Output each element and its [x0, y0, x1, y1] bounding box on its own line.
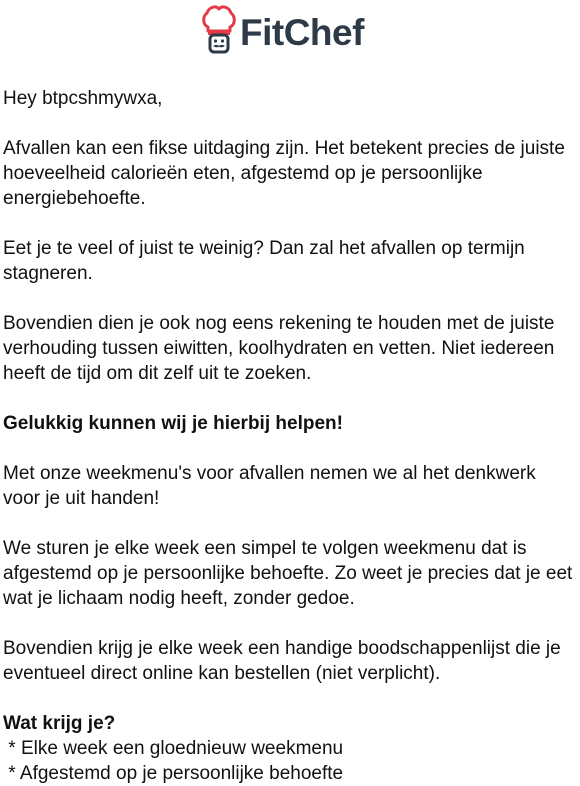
benefits-list	[3, 736, 577, 786]
paragraph-shopping-list: Bovendien krijg je elke week een handige boodschappenlijst die je eventueel direct online kan bestellen (niet verplicht).	[3, 638, 561, 684]
greeting: Hey btpcshmywxa,	[3, 88, 163, 109]
highlight-text: Gelukkig kunnen wij je hierbij helpen!	[3, 413, 343, 434]
list-item: * Elke week een gloednieuw weekmenu	[3, 738, 344, 759]
brand-name: FitChef	[240, 11, 364, 53]
paragraph-stagnation: Eet je te veel of juist te weinig? Dan zal het afvallen op termijn stagneren.	[3, 238, 525, 284]
chef-hat-icon	[202, 3, 236, 55]
paragraph-macros: Bovendien dien je ook nog eens rekening te houden met de juiste verhouding tussen eiwitten, koolhydraten en vetten. Niet iedereen heeft de tijd om dit zelf uit te zoeken.	[3, 313, 555, 384]
paragraph-weekly: We sturen je elke week een simpel te volgen weekmenu dat is afgestemd op je persoonlijke behoefte. Zo weet je precies dat je eet wat je lichaam nodig heeft, zonder gedoe.	[3, 538, 573, 609]
email-body	[3, 86, 577, 786]
list-item: * Afgestemd op je persoonlijke behoefte	[3, 763, 344, 784]
fitchef-logo[interactable]	[202, 2, 364, 56]
paragraph-intro: Afvallen kan een fikse uitdaging zijn. Het betekent precies de juiste hoeveelheid calorieën eten, afgestemd op je persoonlijke energiebehoefte.	[3, 138, 565, 209]
paragraph-weekmenu: Met onze weekmenu's voor afvallen nemen we al het denkwerk voor je uit handen!	[3, 463, 536, 509]
email-header	[0, 0, 580, 62]
list-title: Wat krijg je?	[3, 713, 116, 734]
